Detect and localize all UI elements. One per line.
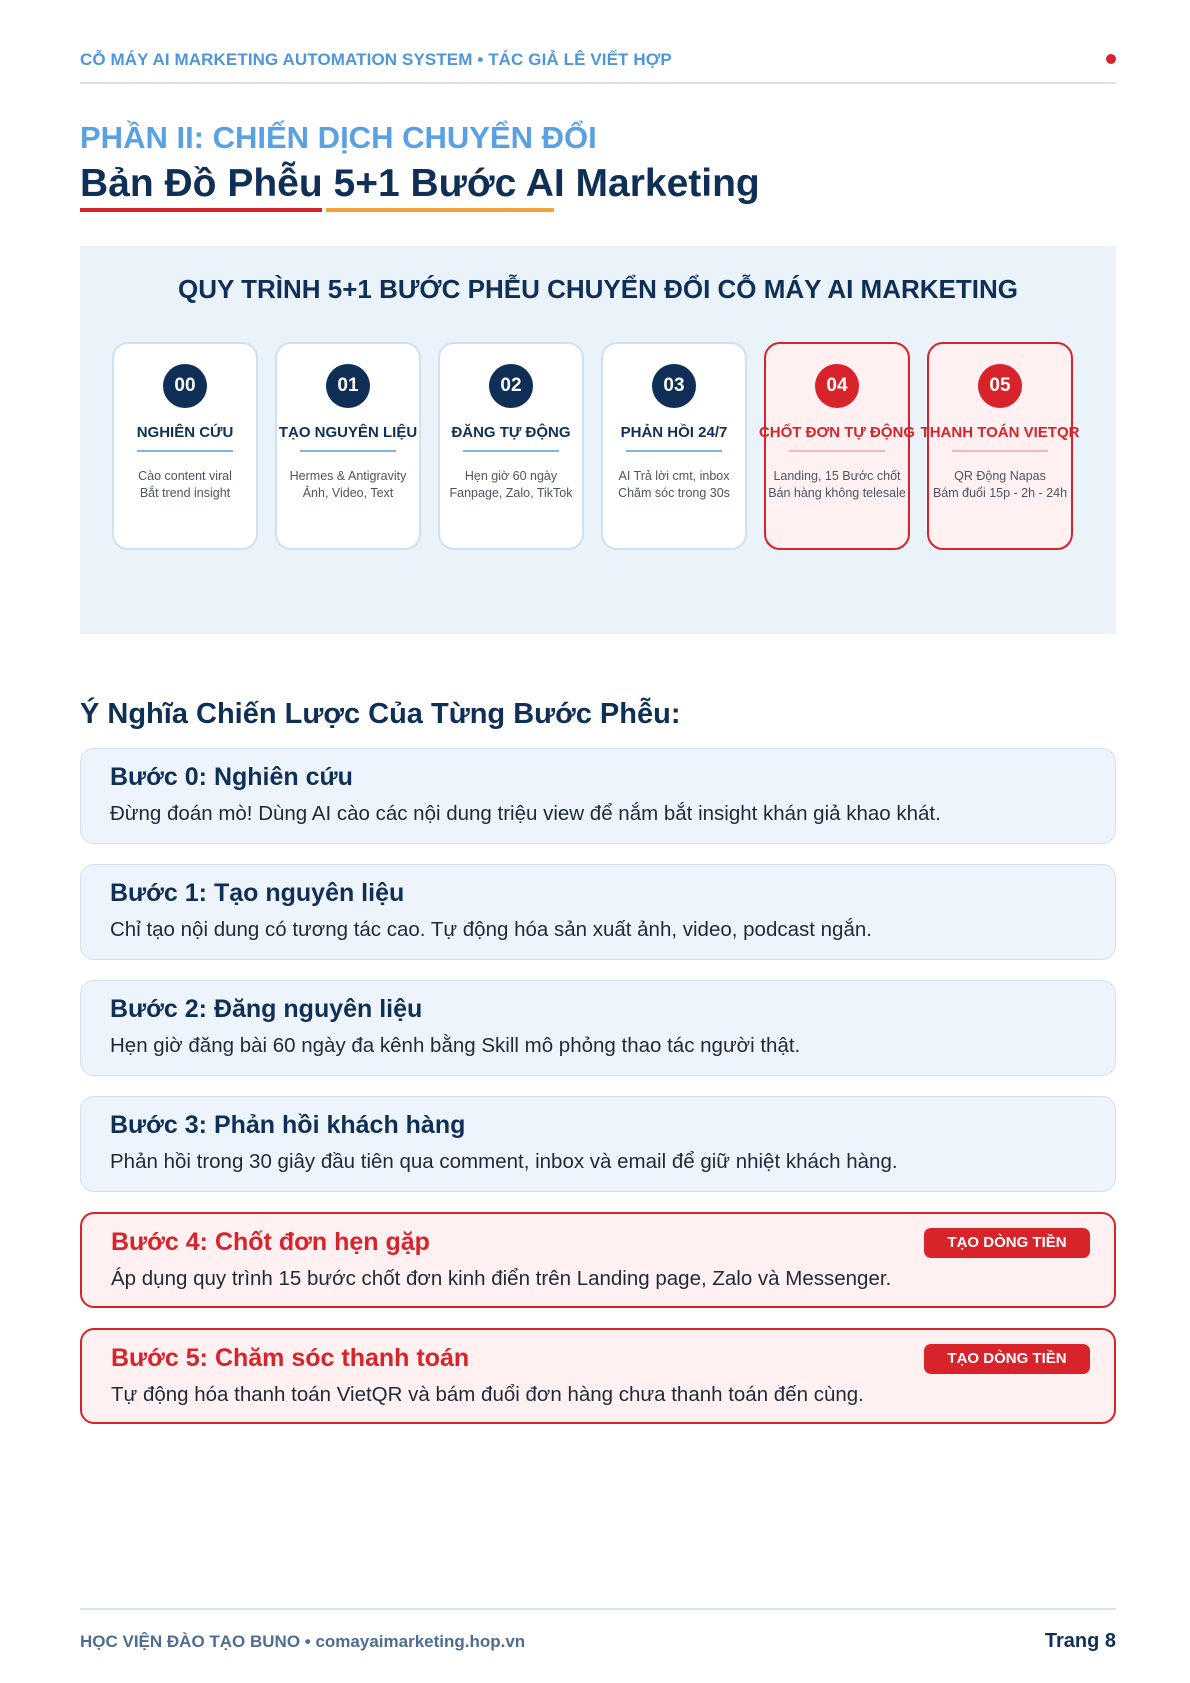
box-title: Bước 1: Tạo nguyên liệu [110,879,405,907]
step-desc-line: Chăm sóc trong 30s [618,486,730,500]
title-underline-red [80,208,322,212]
divider [789,450,885,452]
box-text: Chỉ tạo nội dung có tương tác cao. Tự động hóa sản xuất ảnh, video, podcast ngắn. [110,918,872,941]
box-text: Tự động hóa thanh toán VietQR và bám đuổi đơn hàng chưa thanh toán đến cùng. [111,1383,864,1406]
step-number: 01 [326,364,370,408]
footer-text: HỌC VIỆN ĐÀO TẠO BUNO • comayaimarketing.hop.vn [80,1632,526,1651]
step-title: TẠO NGUYÊN LIỆU [278,424,418,441]
box-title: Bước 2: Đăng nguyên liệu [110,995,423,1023]
step-title: NGHIÊN CỨU [136,424,234,441]
step-desc-line: Bám đuổi 15p - 2h - 24h [932,486,1068,500]
step-description [599,468,749,502]
box-title: Bước 4: Chốt đơn hẹn gặp [111,1228,430,1256]
meaning-box-step-0 [80,748,1116,844]
step-card-01 [275,342,421,550]
step-number: 00 [163,364,207,408]
step-desc-line: Bắt trend insight [139,486,231,500]
step-title: PHẢN HỒI 24/7 [620,424,728,441]
step-title: CHỐT ĐƠN TỰ ĐỘNG [758,424,916,441]
funnel-diagram [80,246,1116,634]
step-desc-line: Hermes & Antigravity [289,469,407,483]
divider [463,450,559,452]
diagram-title: QUY TRÌNH 5+1 BƯỚC PHỄU CHUYỂN ĐỔI CỖ MÁY AI MARKETING [178,274,1018,304]
divider [626,450,722,452]
box-text: Đừng đoán mò! Dùng AI cào các nội dung triệu view để nắm bắt insight khán giả khao khát. [110,802,941,825]
title-underline-orange [326,208,554,212]
step-number: 03 [652,364,696,408]
divider [137,450,233,452]
step-card-02 [438,342,584,550]
page-header [80,48,1116,84]
section-label: PHẦN II: CHIẾN DỊCH CHUYỂN ĐỔI [80,120,597,155]
box-title: Bước 0: Nghiên cứu [110,763,353,791]
meaning-box-step-2 [80,980,1116,1076]
step-desc-line: AI Trả lời cmt, inbox [618,469,730,483]
step-desc-line: Landing, 15 Bước chốt [773,469,901,483]
box-title: Bước 5: Chăm sóc thanh toán [111,1344,470,1372]
step-desc-line: Hẹn giờ 60 ngày [464,469,558,483]
step-number: 05 [978,364,1022,408]
step-description [110,468,260,502]
step-description [762,468,912,502]
step-desc-line: QR Động Napas [954,469,1046,483]
header-text: CỖ MÁY AI MARKETING AUTOMATION SYSTEM • TÁC GIẢ LÊ VIẾT HỢP [80,50,672,69]
cashflow-badge: TẠO DÒNG TIỀN [924,1344,1090,1374]
box-text: Áp dụng quy trình 15 bước chốt đơn kinh điển trên Landing page, Zalo và Messenger. [111,1267,892,1290]
cashflow-badge: TẠO DÒNG TIỀN [924,1228,1090,1258]
step-desc-line: Ảnh, Video, Text [302,486,394,500]
red-dot-icon [1106,54,1116,64]
step-number: 02 [489,364,533,408]
step-title: THANH TOÁN VIETQR [920,424,1080,441]
divider [952,450,1048,452]
step-card-00 [112,342,258,550]
step-number: 04 [815,364,859,408]
page-title: Bản Đồ Phễu 5+1 Bước AI Marketing [80,162,760,205]
step-desc-line: Bán hàng không telesale [768,486,906,500]
step-desc-line: Fanpage, Zalo, TikTok [449,486,573,500]
meaning-box-step-5 [80,1328,1116,1424]
step-description [273,468,423,502]
step-description [925,468,1075,502]
box-text: Hẹn giờ đăng bài 60 ngày đa kênh bằng Skill mô phỏng thao tác người thật. [110,1034,801,1057]
step-card-03 [601,342,747,550]
page-footer [80,1608,1116,1650]
step-desc-line: Cào content viral [138,469,232,483]
divider [300,450,396,452]
step-card-04 [758,342,916,550]
meaning-heading: Ý Nghĩa Chiến Lược Của Từng Bước Phễu: [80,698,681,730]
meaning-box-step-4 [80,1212,1116,1308]
step-card-05 [920,342,1080,550]
meaning-box-step-1 [80,864,1116,960]
step-title: ĐĂNG TỰ ĐỘNG [451,424,571,441]
step-description [436,468,586,502]
page-number: Trang 8 [1044,1630,1116,1652]
box-text: Phản hồi trong 30 giây đầu tiên qua comment, inbox và email để giữ nhiệt khách hàng. [110,1150,898,1173]
meaning-box-step-3 [80,1096,1116,1192]
box-title: Bước 3: Phản hồi khách hàng [110,1111,466,1139]
